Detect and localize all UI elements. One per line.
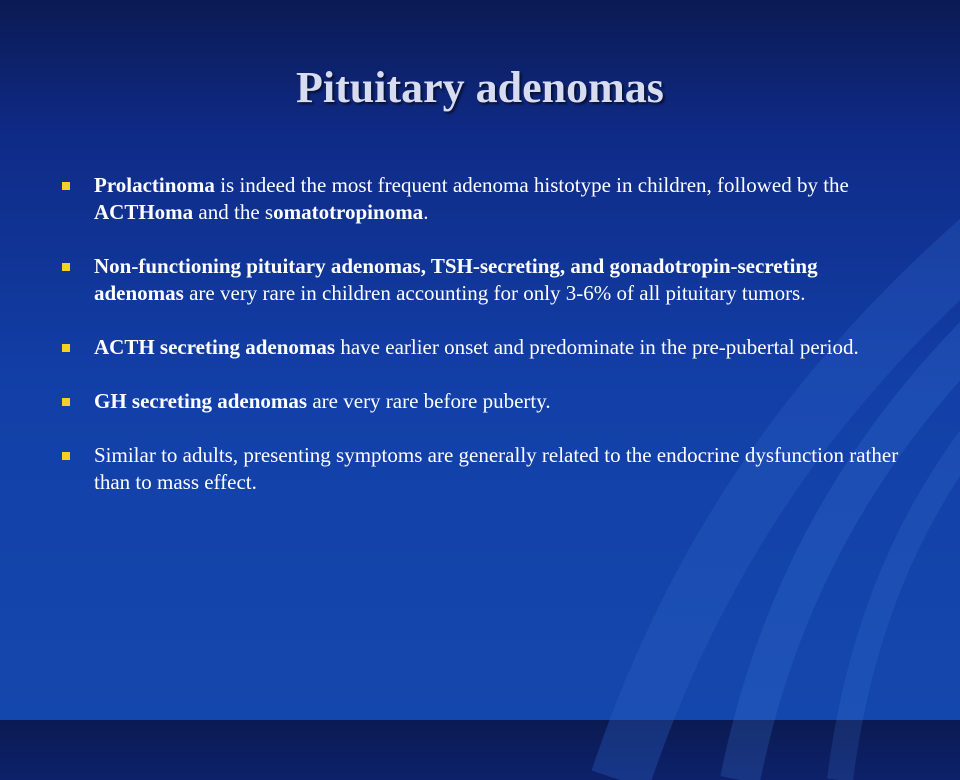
- square-bullet-icon: [62, 263, 70, 271]
- square-bullet-icon: [62, 452, 70, 460]
- square-bullet-icon: [62, 344, 70, 352]
- bullet-text: [94, 443, 898, 494]
- bold-text-segment: GH secreting adenomas: [94, 389, 308, 413]
- text-segment: are very rare in children accounting for only 3-6% of all pituitary tumors.: [183, 281, 806, 305]
- bold-text-segment: ACTH secreting adenomas: [94, 335, 336, 359]
- text-segment: and the s: [193, 200, 274, 224]
- bullet-item: [58, 388, 908, 415]
- text-segment: .: [423, 200, 429, 224]
- text-segment: Similar to adults, presenting symptoms are generally related to the endocrine dysfunction rather than to mass effect.: [94, 443, 899, 494]
- bold-text-segment: Non-functioning pituitary adenomas, TSH-secreting, and gonadotropin-secreting adenomas: [94, 254, 818, 305]
- text-segment: is indeed the most frequent adenoma histotype in children, followed by the: [214, 173, 849, 197]
- bullet-list: [58, 172, 908, 496]
- bullet-item: [58, 172, 908, 226]
- bullet-item: [58, 442, 908, 496]
- bullet-text: [94, 173, 849, 224]
- bullet-item: [58, 253, 908, 307]
- text-segment: are very rare before puberty.: [307, 389, 551, 413]
- bold-text-segment: omatotropinoma: [273, 200, 424, 224]
- bullet-text: [94, 335, 859, 359]
- bullet-text: [94, 389, 551, 413]
- bold-text-segment: ACTHoma: [94, 200, 194, 224]
- bullet-item: [58, 334, 908, 361]
- square-bullet-icon: [62, 398, 70, 406]
- slide-title: Pituitary adenomas: [296, 63, 664, 112]
- text-segment: have earlier onset and predominate in the pre-pubertal period.: [335, 335, 859, 359]
- square-bullet-icon: [62, 182, 70, 190]
- bold-text-segment: Prolactinoma: [94, 173, 215, 197]
- bullet-text: [94, 254, 818, 305]
